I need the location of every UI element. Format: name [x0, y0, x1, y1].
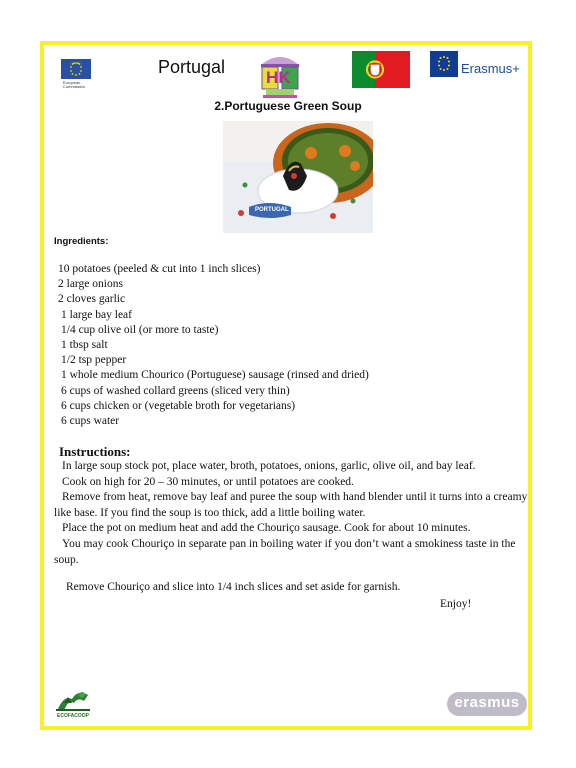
plate-label: PORTUGAL [255, 207, 289, 213]
hk-project-logo-icon [257, 51, 303, 101]
ingredients-heading: Ingredients: [54, 236, 109, 247]
european-commission-logo [55, 52, 98, 92]
soup-bowl-photo-icon [223, 121, 373, 233]
ingredients-list [58, 262, 369, 429]
closing-text: Enjoy! [440, 598, 472, 610]
eu-flag-icon [430, 51, 458, 77]
instruction-step: In large soup stock pot, place water, broth, potatoes, onions, garlic, olive oil, and bay leaf. [62, 460, 476, 472]
ingredient-item: 1/4 cup olive oil (or more to taste) [61, 323, 219, 336]
eu-logo-caption: European Commission [63, 80, 86, 89]
ecofacoop-label: ECOFACOOP [57, 713, 89, 719]
ingredient-item: 1 whole medium Chourico (Portuguese) sausage (rinsed and dried) [61, 369, 369, 382]
ingredient-item: 1 tbsp salt [61, 338, 108, 351]
recipe-title: 2.Portuguese Green Soup [214, 99, 362, 113]
erasmus-plus-text: Erasmus+ [461, 61, 520, 76]
ingredient-item: 2 large onions [58, 278, 123, 291]
ingredient-item: 6 cups of washed collard greens (sliced very thin) [61, 384, 290, 397]
ingredient-item: 6 cups water [61, 414, 120, 427]
instruction-step: Cook on high for 20 – 30 minutes, or until potatoes are cooked. [62, 475, 354, 488]
ecofacoop-logo-icon [52, 685, 94, 723]
ingredient-item: 2 cloves garlic [58, 293, 126, 306]
portugal-flag-icon [352, 51, 410, 88]
ingredient-item: 1 large bay leaf [61, 308, 132, 321]
country-name: Portugal [158, 57, 226, 77]
instruction-step: Remove from heat, remove bay leaf and puree the soup with hand blender until it turns into a creamy like base. If you find the soup is too thick, add a little boiling water. [54, 491, 528, 519]
erasmus-badge-text: erasmus [454, 694, 520, 711]
instruction-step: Remove Chouriço and slice into 1/4 inch slices and set aside for garnish. [66, 581, 401, 594]
instruction-step: You may cook Chouriço in separate pan in boiling water if you don’t want a smokiness taste in the soup. [54, 537, 516, 566]
instruction-step: Place the pot on medium heat and add the Chouriço sausage. Cook for about 10 minutes. [62, 522, 471, 535]
eu-flag-icon [61, 59, 91, 79]
ingredient-item: 10 potatoes (peeled & cut into 1 inch slices) [58, 263, 261, 275]
instructions-heading: Instructions: [59, 444, 131, 459]
instructions-list [54, 459, 532, 596]
instruction-spacer [54, 568, 532, 580]
ingredient-item: 6 cups chicken or (vegetable broth for vegetarians) [61, 399, 296, 412]
erasmus-plus-logo [430, 51, 524, 81]
hk-letters: HK [266, 68, 291, 87]
erasmus-badge-icon [447, 692, 527, 716]
ingredient-item: 1/2 tsp pepper [61, 354, 127, 367]
